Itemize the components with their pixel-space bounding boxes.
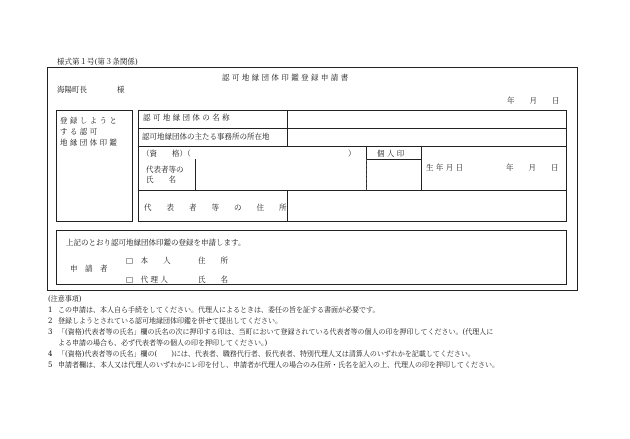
applicant-name-field[interactable] bbox=[240, 270, 560, 284]
applicant-address-label: 住 所 bbox=[198, 256, 228, 265]
rep-title-field[interactable] bbox=[210, 147, 350, 158]
office-location-label: 認可地縁団体の主たる事務所の所在地 bbox=[142, 132, 270, 141]
note-number: 1 bbox=[48, 306, 53, 314]
note-number: 3 bbox=[48, 328, 53, 336]
rep-name-label-2: 氏 名 bbox=[146, 175, 176, 184]
birth-date-field[interactable]: 年 月 日 bbox=[506, 163, 559, 172]
applicant-address-field[interactable] bbox=[240, 252, 560, 266]
application-statement: 上記のとおり認可地縁団体印鑑の登録を申請します。 bbox=[66, 238, 246, 247]
seal-label-line2: す る 認 可 bbox=[60, 127, 98, 136]
office-location-field[interactable] bbox=[289, 129, 565, 145]
note-text: 申請者欄は、本人又は代理人のいずれかにレ印を付し、申請者が代理人の場合のみ住所・氏名を記入の上、代理人の印を押印してください。 bbox=[58, 361, 499, 369]
seal-label-line1: 登 録 し よ う と bbox=[60, 116, 117, 125]
rep-title-label: （資 格）（ bbox=[142, 149, 191, 158]
self-checkbox[interactable]: □ 本 人 bbox=[126, 256, 171, 265]
note-text: この申請は、本人自ら手続をしてください。代理人によるときは、委任の旨を証する書面が必要です。 bbox=[58, 306, 380, 314]
rep-title-close: ） bbox=[348, 149, 356, 158]
form-id: 様式第１号(第３条関係) bbox=[57, 57, 138, 66]
group-name-field[interactable] bbox=[289, 111, 565, 127]
application-date[interactable]: 年 月 日 bbox=[507, 96, 560, 105]
applicant-name-label: 氏 名 bbox=[198, 275, 228, 284]
proxy-checkbox[interactable]: □ 代 理 人 bbox=[126, 275, 168, 284]
rep-address-label: 代 表 者 等 の 住 所 bbox=[144, 203, 287, 212]
birth-date-label: 生 年 月 日 bbox=[426, 163, 464, 172]
rep-name-field[interactable] bbox=[197, 160, 364, 189]
seal-label-line3: 地 縁 団 体 印 鑑 bbox=[60, 138, 117, 147]
note-number: 2 bbox=[48, 317, 53, 325]
note-text: 「(資格)代表者等の氏名」欄の氏名の次に押印する印は、当町において登録されている代表者等の個人の印を押印してください。(代理人に bbox=[58, 328, 494, 336]
addressee: 海陽町長 様 bbox=[57, 85, 125, 94]
note-number: 5 bbox=[48, 361, 53, 369]
form-title: 認 可 地 縁 団 体 印 鑑 登 録 申 請 書 bbox=[222, 73, 349, 82]
rep-name-label-1: 代表者等の bbox=[146, 165, 184, 174]
personal-seal-area[interactable] bbox=[368, 160, 420, 189]
note-text: よる申請の場合も、必ず代表者等の個人の印を押印してください。) bbox=[58, 339, 268, 347]
rep-address-field[interactable] bbox=[289, 191, 565, 221]
notes-header: (注意事項) bbox=[48, 295, 82, 303]
group-name-label: 認 可 地 縁 団 体 の 名 称 bbox=[143, 113, 230, 122]
note-text: 登録しようとされている認可地縁団体印鑑を併せて提出してください。 bbox=[58, 317, 282, 325]
note-text: 「(資格)代表者等の氏名」欄の( )には、代表者、職務代行者、仮代表者、特別代理人又は清算人のいずれかを記載してください。 bbox=[58, 350, 475, 358]
applicant-label: 申 請 者 bbox=[70, 264, 108, 273]
personal-seal-label: 個 人 印 bbox=[377, 149, 405, 158]
note-number: 4 bbox=[48, 350, 53, 358]
